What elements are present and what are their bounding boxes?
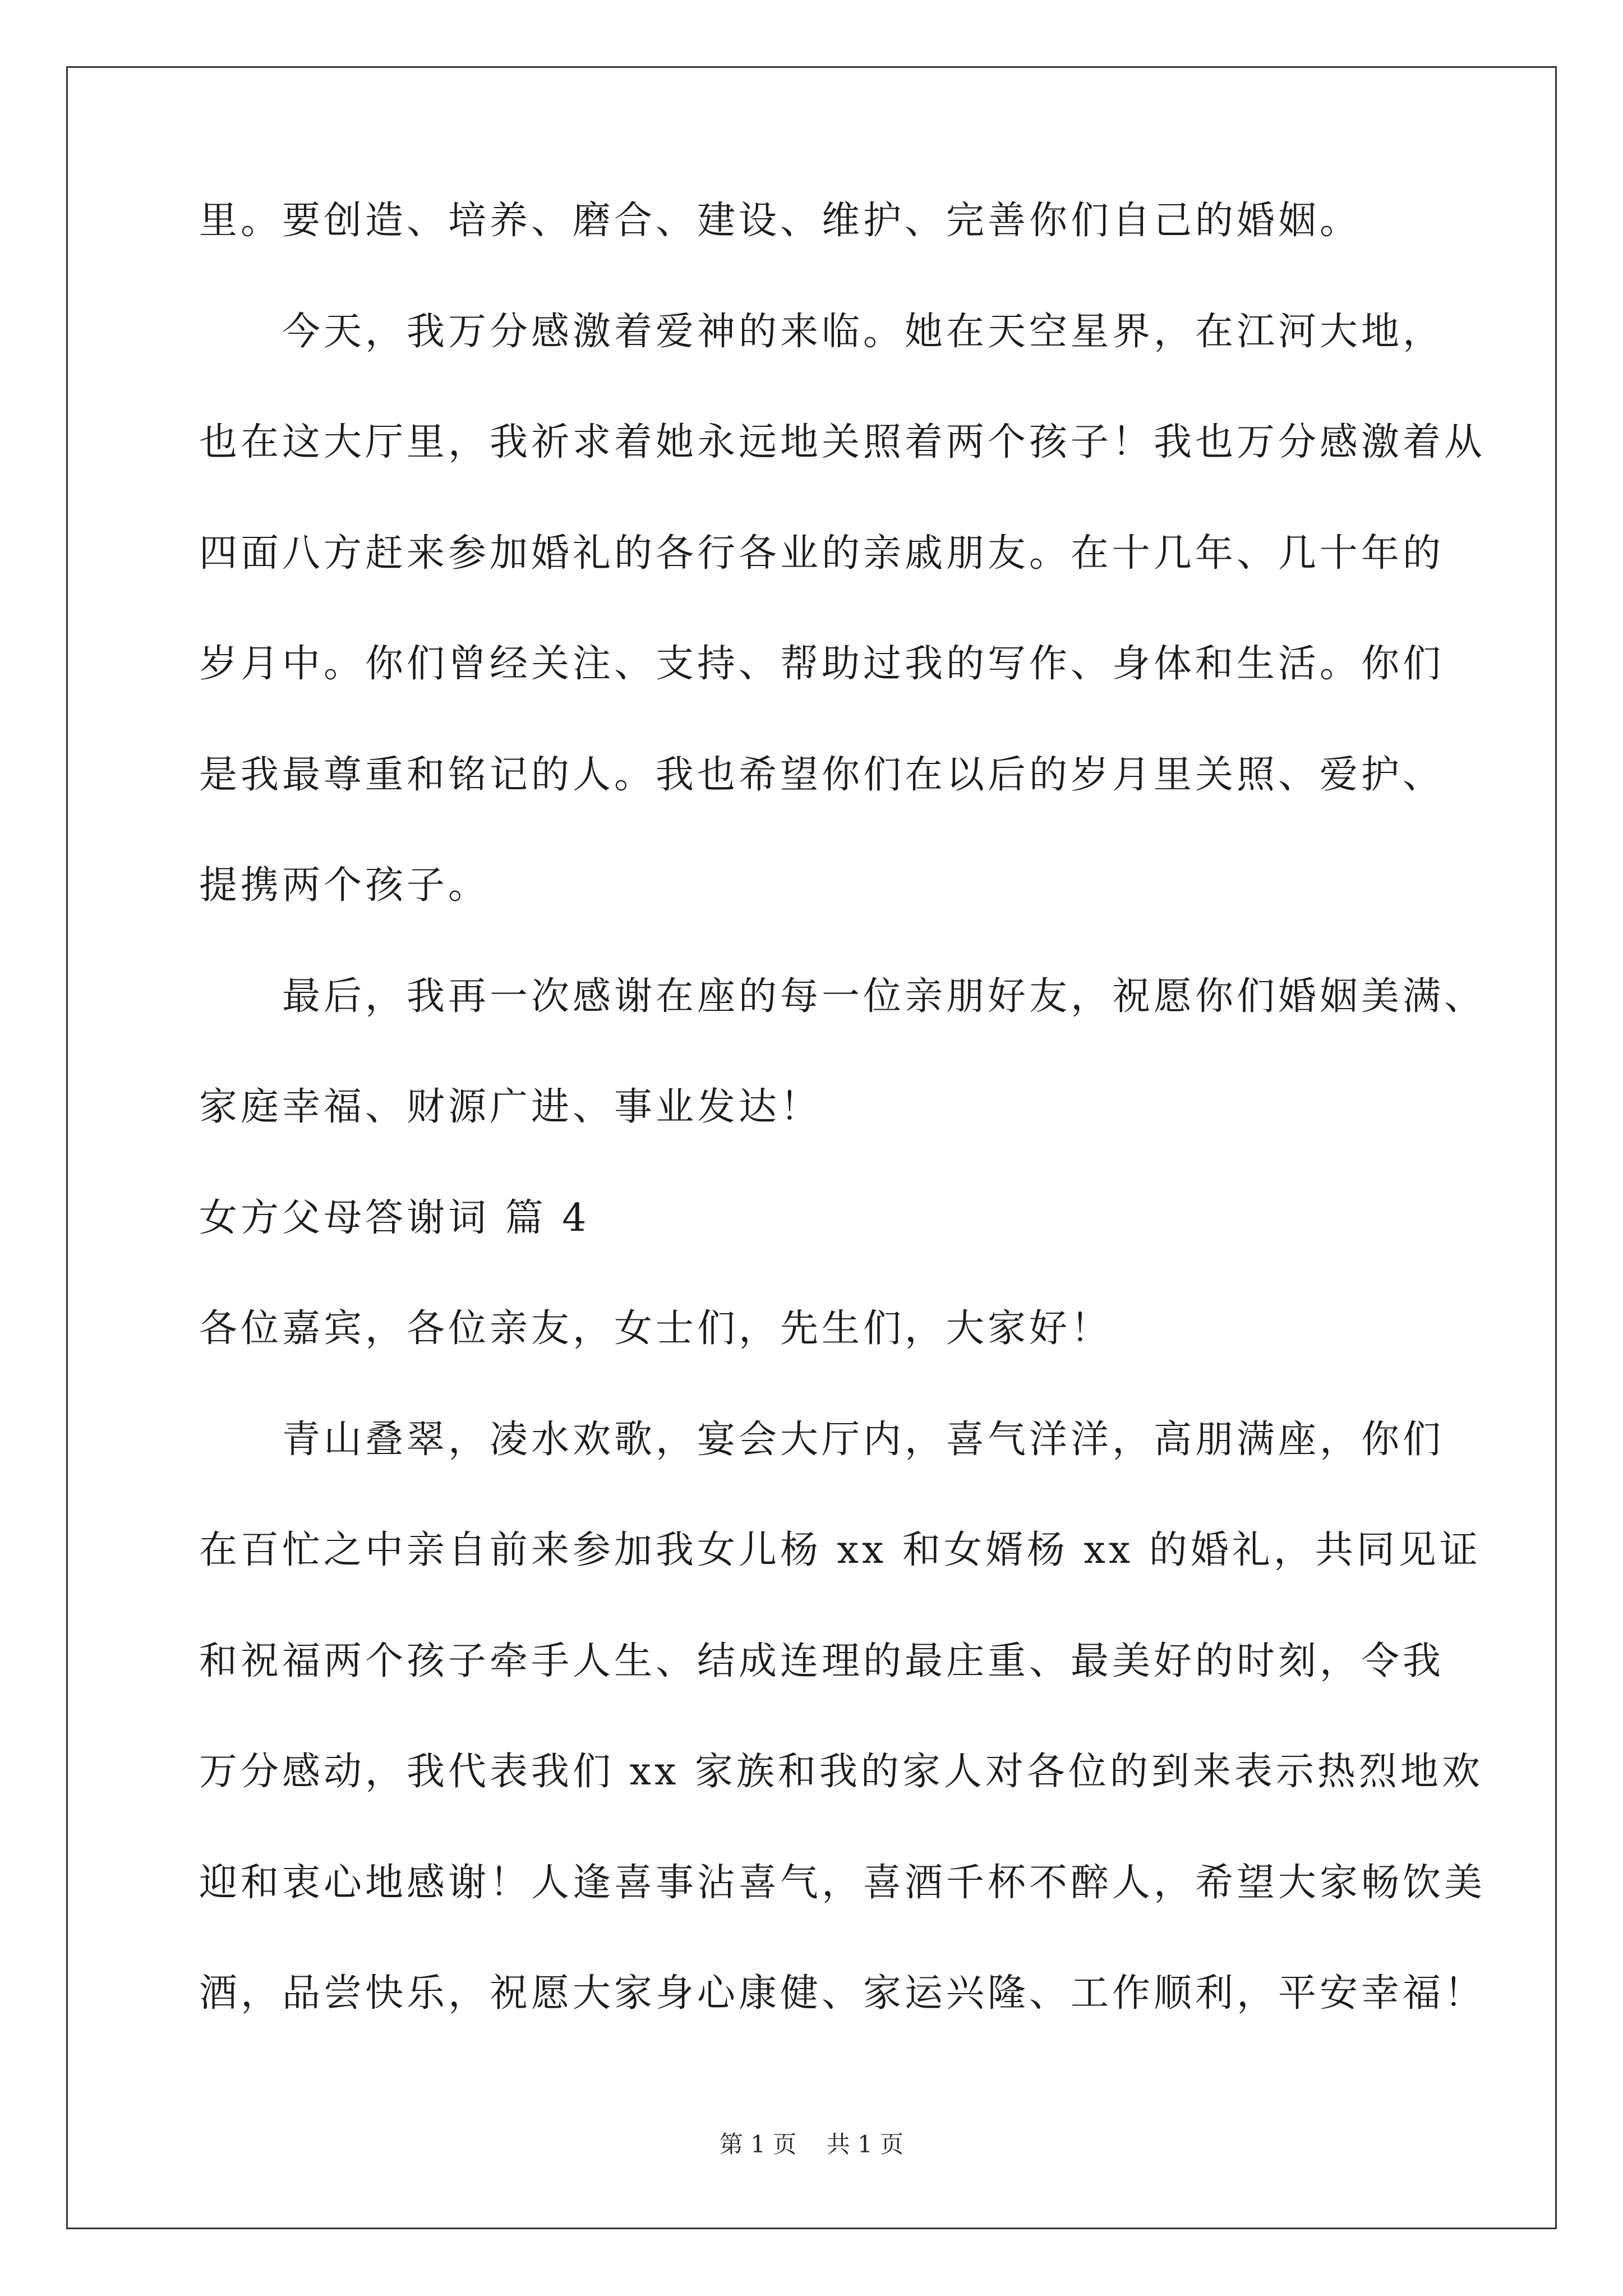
text-line-15: 万分感动，我代表我们 xx 家族和我的家人对各位的到来表示热烈地欢 (199, 1750, 1483, 1794)
text-line-14: 和祝福两个孩子牵手人生、结成连理的最庄重、最美好的时刻，令我 (199, 1639, 1445, 1683)
text-line-17: 酒，品尝快乐，祝愿大家身心康健、家运兴隆、工作顺利，平安幸福！ (199, 1971, 1486, 2016)
text-line-3: 也在这大厅里，我祈求着她永远地关照着两个孩子！我也万分感激着从 (199, 420, 1486, 464)
text-line-8: 最后，我再一次感谢在座的每一位亲朋好友，祝愿你们婚姻美满、 (282, 974, 1486, 1019)
text-line-4: 四面八方赶来参加婚礼的各行各业的亲戚朋友。在十几年、几十年的 (199, 531, 1445, 576)
text-line-6: 是我最尊重和铭记的人。我也希望你们在以后的岁月里关照、爱护、 (199, 753, 1445, 797)
text-line-11: 各位嘉宾，各位亲友，女士们，先生们，大家好！ (199, 1306, 1113, 1351)
text-line-9: 家庭幸福、财源广进、事业发达！ (199, 1085, 822, 1129)
text-line-16: 迎和衷心地感谢！人逢喜事沾喜气，喜酒千杯不醉人，希望大家畅饮美 (199, 1861, 1486, 1905)
section-heading: 女方父母答谢词 篇 4 (199, 1196, 590, 1240)
text-line-5: 岁月中。你们曾经关注、支持、帮助过我的写作、身体和生活。你们 (199, 642, 1445, 686)
text-line-7: 提携两个孩子。 (199, 863, 490, 908)
text-line-12: 青山叠翠，凌水欢歌，宴会大厅内，喜气洋洋，高朋满座，你们 (282, 1418, 1445, 1462)
page-number-footer: 第 1 页 共 1 页 (719, 2131, 904, 2158)
text-line-13: 在百忙之中亲自前来参加我女儿杨 xx 和女婿杨 xx 的婚礼，共同见证 (199, 1528, 1481, 1572)
text-line-2: 今天，我万分感激着爱神的来临。她在天空星界，在江河大地， (282, 310, 1445, 354)
text-line-1: 里。要创造、培养、磨合、建设、维护、完善你们自己的婚姻。 (199, 199, 1362, 243)
